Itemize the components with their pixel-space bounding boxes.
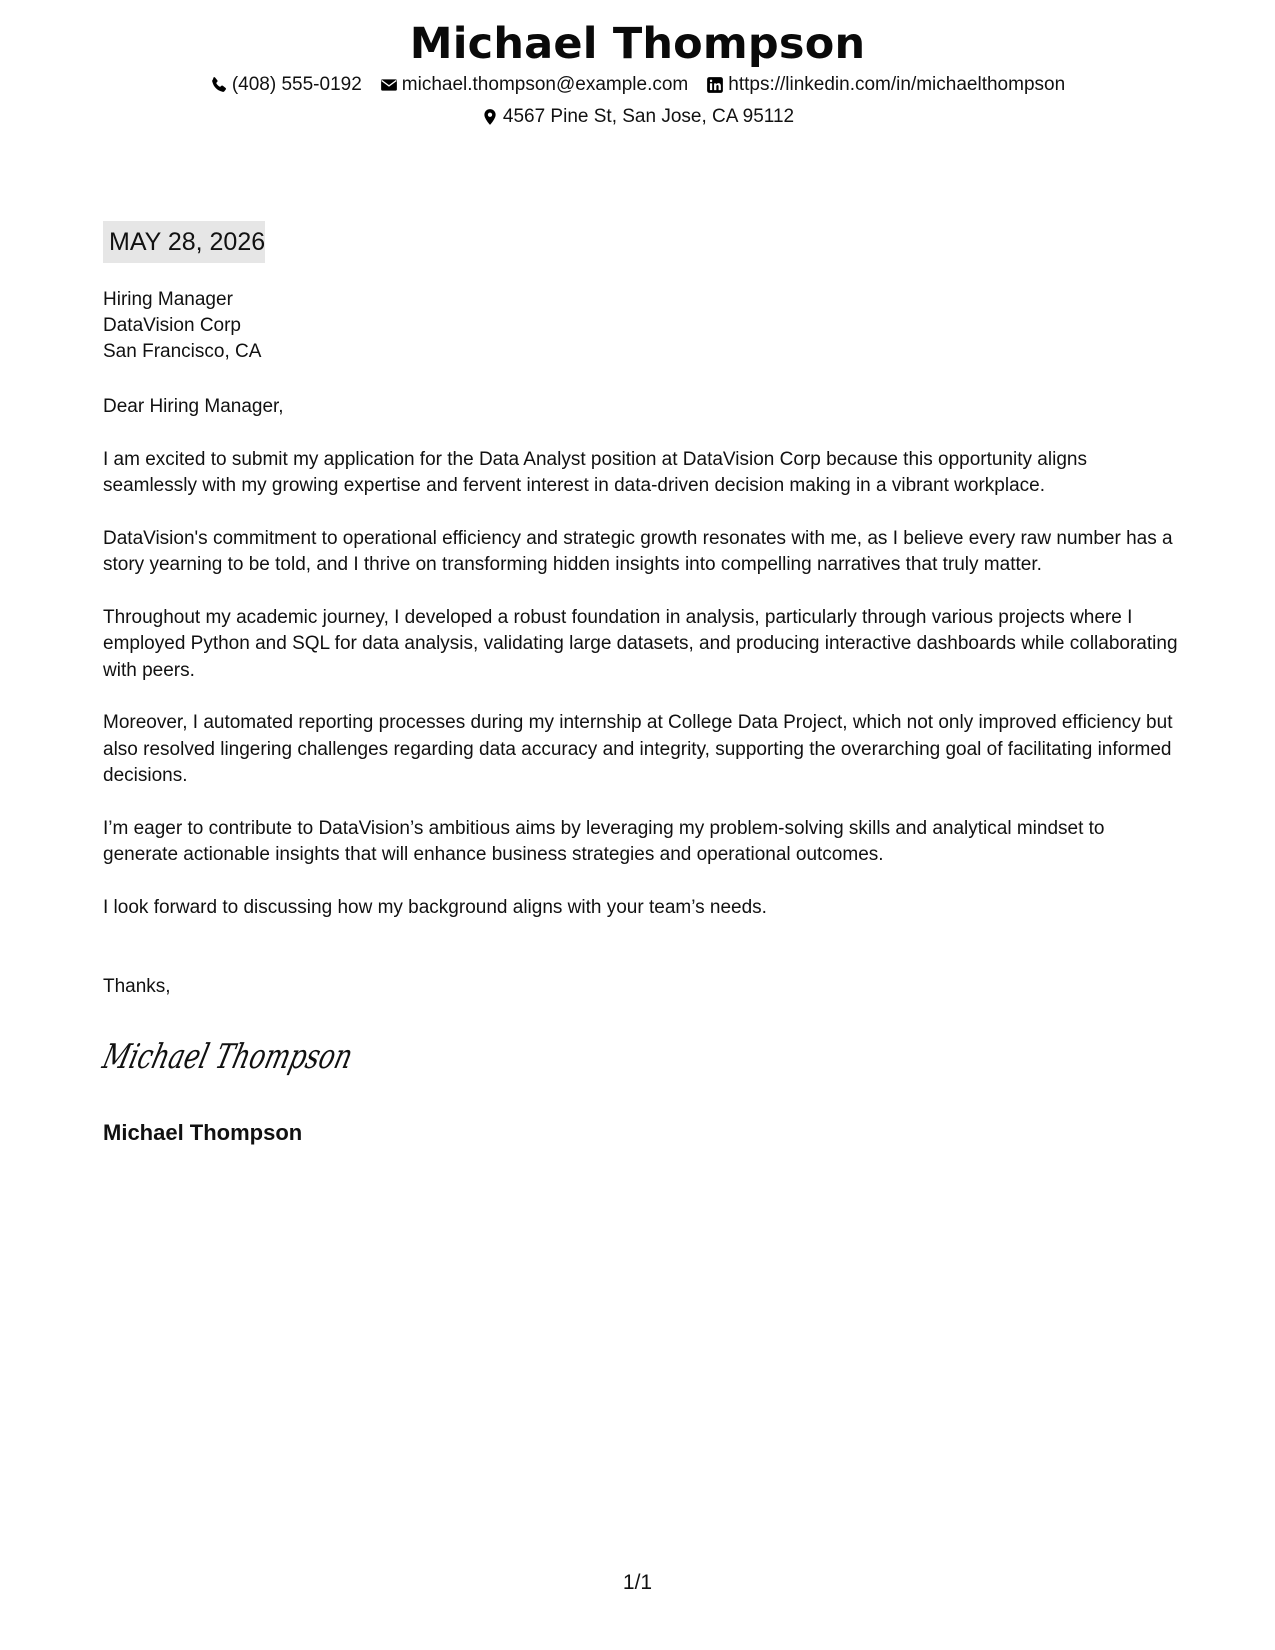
address-text: 4567 Pine St, San Jose, CA 95112	[502, 106, 795, 128]
page-indicator: 1/1	[622, 1571, 653, 1594]
body-paragraph: I am excited to submit my application for the Data Analyst position at DataVision Corp because this opportunity aligns seamlessly with my growing expertise and fervent interest in data-driven decision making in a vibrant workplace.	[103, 448, 1087, 496]
letter-body	[103, 394, 1178, 947]
svg-text:Michael Thompson: Michael Thompson	[98, 1037, 437, 1077]
body-paragraph: Throughout my academic journey, I developed a robust foundation in analysis, particularly through various projects where I employed Python and SQL for data analysis, validating large datasets, and producing interactive dashboards while collaborating with peers.	[103, 606, 1178, 681]
address-row	[0, 105, 1275, 129]
recipient-location: San Francisco, CA	[103, 341, 262, 362]
signer-name: Michael Thompson	[103, 1120, 303, 1145]
applicant-name: Michael Thompson	[409, 19, 866, 69]
envelope-icon	[380, 76, 398, 94]
recipient-company: DataVision Corp	[103, 315, 242, 336]
linkedin-icon	[706, 76, 724, 94]
email-contact	[380, 73, 688, 97]
phone-contact	[210, 73, 362, 97]
body-paragraph: I’m eager to contribute to DataVision’s ambitious aims by leveraging my problem-solving skills and analytical mindset to generate actionable insights that will enhance business strategies and operational outcomes.	[103, 817, 1105, 865]
body-paragraph: I look forward to discussing how my background aligns with your team’s needs.	[103, 896, 767, 918]
handwritten-signature	[98, 1032, 437, 1084]
body-paragraph: Moreover, I automated reporting processes during my internship at College Data Project, which not only improved efficiency but also resolved lingering challenges regarding data accuracy and integrity, supporting the overarching goal of facilitating informed decisions.	[103, 712, 1173, 786]
salutation: Dear Hiring Manager,	[103, 396, 284, 417]
letter-date: MAY 28, 2026	[103, 221, 265, 263]
phone-icon	[210, 76, 228, 94]
address-contact	[481, 105, 794, 129]
contact-row	[0, 73, 1275, 97]
letter-header	[0, 20, 1275, 129]
linkedin-contact	[706, 73, 1065, 97]
body-paragraph: DataVision's commitment to operational efficiency and strategic growth resonates with me, as I believe every raw number has a story yearning to be told, and I thrive on transforming hidden insights into compelling narratives that truly matter.	[103, 527, 1173, 575]
linkedin-link[interactable]: https://linkedin.com/in/michaelthompson	[728, 74, 1066, 96]
map-marker-icon	[481, 108, 499, 126]
recipient-block	[103, 287, 261, 365]
email-link[interactable]: michael.thompson@example.com	[401, 74, 689, 96]
closing-line: Thanks,	[103, 976, 171, 997]
recipient-title: Hiring Manager	[103, 289, 233, 310]
phone-text: (408) 555-0192	[231, 74, 362, 96]
